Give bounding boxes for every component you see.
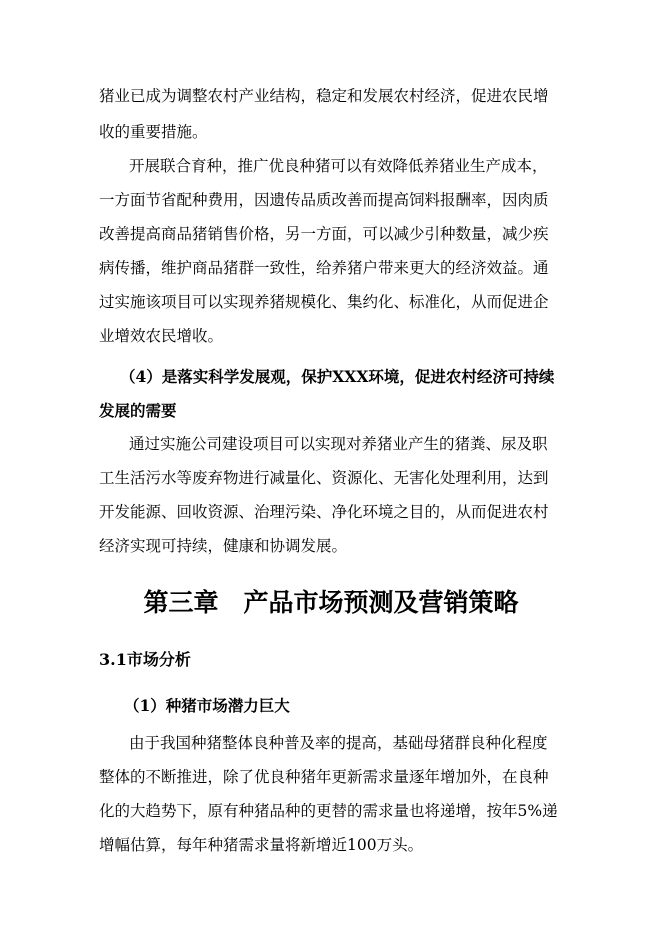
paragraph-line: 经济实现可持续，健康和协调发展。 — [99, 537, 348, 555]
paragraph-line: 过实施该项目可以实现养猪规模化、集约化、标准化，从而促进企 — [99, 293, 549, 311]
paragraph-line: 化的大趋势下，原有种猪品种的更替的需求量也将递增，按年5%递 — [99, 802, 558, 820]
paragraph-line: 通过实施公司建设项目可以实现对养猪业产生的猪粪、尿及职 — [129, 435, 548, 453]
paragraph-line: 由于我国种猪整体良种普及率的提高，基础母猪群良种化程度 — [129, 734, 548, 752]
paragraph-line: 猪业已成为调整农村产业结构，稳定和发展农村经济，促进农民增 — [99, 87, 549, 105]
paragraph-line: 整体的不断推进，除了优良种猪年更新需求量逐年增加外，在良种 — [99, 768, 549, 786]
paragraph-line: 增幅估算，每年种猪需求量将新增近100万头。 — [99, 836, 424, 854]
paragraph-line: 收的重要措施。 — [99, 123, 208, 141]
subheading-4: （4）是落实科学发展观，保护XXX环境，促进农村经济可持续 — [120, 367, 555, 386]
paragraph-line: 开展联合育种，推广优良种猪可以有效降低养猪业生产成本， — [129, 157, 548, 175]
subheading-4-continued: 发展的需要 — [99, 401, 177, 420]
paragraph-line: 业增效农民增收。 — [99, 327, 224, 345]
section-title: 3.1市场分析 — [99, 650, 191, 669]
paragraph-line: 一方面节省配种费用，因遗传品质改善而提高饲料报酬率，因肉质 — [99, 191, 549, 209]
paragraph-line: 改善提高商品猪销售价格，另一方面，可以减少引种数量，减少疾 — [99, 225, 549, 243]
subheading-1: （1）种猪市场潜力巨大 — [124, 696, 290, 715]
paragraph-line: 开发能源、回收资源、治理污染、净化环境之目的，从而促进农村 — [99, 503, 549, 521]
paragraph-line: 工生活污水等废弃物进行减量化、资源化、无害化处理利用，达到 — [99, 469, 549, 487]
chapter-title: 第三章 产品市场预测及营销策略 — [143, 588, 519, 617]
paragraph-line: 病传播，维护商品猪群一致性，给养猪户带来更大的经济效益。通 — [99, 259, 549, 277]
